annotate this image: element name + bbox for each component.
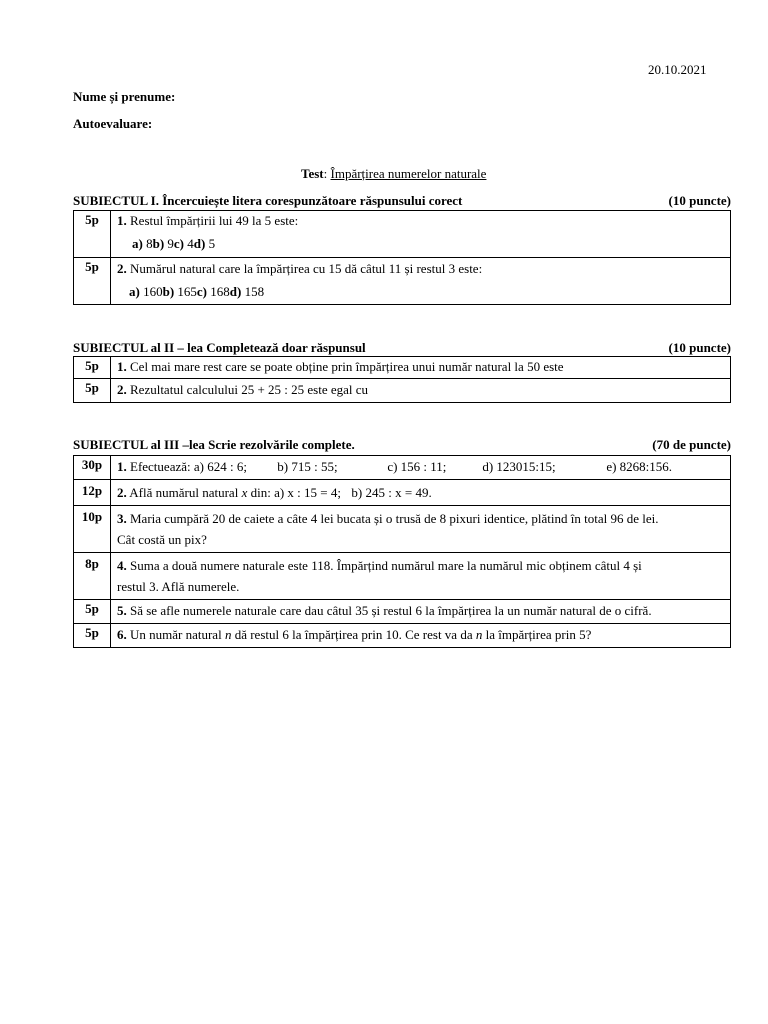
part-e-expression: e) 8268:156. bbox=[606, 459, 673, 474]
answer-options bbox=[117, 282, 724, 302]
test-subject: Împărțirea numerelor naturale bbox=[330, 166, 487, 181]
question-text-end: la împărțirea prin 5? bbox=[482, 627, 592, 642]
question-text-mid: dă restul 6 la împărțirea prin 10. Ce rest va da bbox=[231, 627, 476, 642]
table-row bbox=[74, 258, 731, 305]
answer-options bbox=[117, 234, 724, 254]
table-row bbox=[74, 506, 731, 553]
section-3-table bbox=[73, 455, 731, 648]
question-cell bbox=[111, 211, 731, 258]
section-2-table bbox=[73, 356, 731, 403]
self-eval-label: Autoevaluare: bbox=[73, 116, 153, 131]
section-1-header bbox=[73, 193, 731, 209]
part-d-expression: d) 123015:15; bbox=[482, 459, 556, 474]
item-points: 5p bbox=[74, 379, 111, 403]
question-cell bbox=[111, 600, 731, 624]
option-a[interactable]: a) 8 bbox=[132, 236, 153, 251]
part-a-label: a) bbox=[193, 459, 204, 474]
question-text: Un număr natural bbox=[130, 627, 225, 642]
question-number: 2. bbox=[117, 485, 127, 500]
question-text-end: este egal cu bbox=[304, 382, 369, 397]
part-c-expression: c) 156 : 11; bbox=[387, 459, 447, 474]
question-number: 6. bbox=[117, 627, 127, 642]
question-text: Numărul natural care la împărțirea cu 15 dă câtul 11 și restul 3 este: bbox=[130, 261, 483, 276]
option-a[interactable]: a) 160 bbox=[129, 284, 163, 299]
section-2-points: (10 puncte) bbox=[668, 340, 731, 355]
question-text: Să se afle numerele naturale care dau câtul 35 și restul 6 la împărțirea la un număr natural de o cifră. bbox=[130, 603, 652, 618]
part-b-expression: 245 : x = 49. bbox=[365, 485, 432, 500]
question-cell bbox=[111, 379, 731, 403]
section-1-points: (10 puncte) bbox=[668, 193, 731, 208]
name-label: Nume și prenume: bbox=[73, 89, 176, 104]
option-d[interactable]: d) 5 bbox=[193, 236, 216, 251]
section-1-title: SUBIECTUL I. Încercuiește litera corespunzătoare răspunsului corect bbox=[73, 193, 463, 208]
part-a-expression: x : 15 = 4; bbox=[287, 485, 341, 500]
option-c[interactable]: c) 168 bbox=[196, 284, 230, 299]
option-b[interactable]: b) 165 bbox=[162, 284, 197, 299]
question-text-line2: Cât costă un pix? bbox=[117, 532, 207, 547]
question-text: Efectuează: bbox=[130, 459, 191, 474]
question-text: Restul împărțirii lui 49 la 5 este: bbox=[130, 213, 299, 228]
question-cell bbox=[111, 506, 731, 553]
question-number: 1. bbox=[117, 359, 127, 374]
table-row bbox=[74, 357, 731, 379]
option-d[interactable]: d) 158 bbox=[229, 284, 265, 299]
date: 20.10.2021 bbox=[648, 62, 707, 77]
question-text: Cel mai mare rest care se poate obține prin împărțirea unui număr natural la 50 este bbox=[130, 359, 564, 374]
question-number: 4. bbox=[117, 558, 127, 573]
table-row bbox=[74, 379, 731, 403]
question-cell bbox=[111, 456, 731, 480]
section-3-points: (70 de puncte) bbox=[652, 437, 731, 452]
table-row bbox=[74, 480, 731, 506]
question-text-end: din: a) bbox=[247, 485, 285, 500]
part-b-expression: 715 : 55; bbox=[291, 459, 338, 474]
part-a-expression: 624 : 6; bbox=[207, 459, 247, 474]
section-3-header bbox=[73, 437, 731, 453]
math-expression: 25 + 25 : 25 bbox=[241, 382, 305, 397]
question-number: 1. bbox=[117, 459, 127, 474]
option-c[interactable]: c) 4 bbox=[173, 236, 194, 251]
item-points: 5p bbox=[74, 258, 111, 305]
part-b-label: b) bbox=[351, 485, 363, 500]
table-row bbox=[74, 624, 731, 648]
question-cell bbox=[111, 258, 731, 305]
variable-x: x bbox=[241, 485, 248, 500]
question-number: 2. bbox=[117, 261, 127, 276]
question-text-line2: restul 3. Află numerele. bbox=[117, 579, 240, 594]
item-points: 5p bbox=[74, 357, 111, 379]
option-b[interactable]: b) 9 bbox=[152, 236, 174, 251]
question-number: 3. bbox=[117, 511, 127, 526]
variable-n: n bbox=[475, 627, 483, 642]
question-cell bbox=[111, 624, 731, 648]
part-b-label: b) bbox=[277, 459, 289, 474]
section-1-table bbox=[73, 210, 731, 305]
section-3-title: SUBIECTUL al III –lea Scrie rezolvările complete. bbox=[73, 437, 355, 452]
table-row bbox=[74, 456, 731, 480]
question-text: Află numărul natural bbox=[129, 485, 242, 500]
question-number: 2. bbox=[117, 382, 127, 397]
item-points: 10p bbox=[74, 506, 111, 553]
question-text: Maria cumpără 20 de caiete a câte 4 lei bucata și o trusă de 8 pixuri identice, plătind în total 96 de lei. bbox=[130, 511, 659, 526]
question-text: Suma a două numere naturale este 118. Împărțind numărul mare la numărul mic obținem câtul 4 și bbox=[130, 558, 642, 573]
section-2-title: SUBIECTUL al II – lea Completează doar răspunsul bbox=[73, 340, 366, 355]
test-sep: : bbox=[323, 166, 328, 181]
table-row bbox=[74, 211, 731, 258]
item-points: 8p bbox=[74, 553, 111, 600]
section-2-header bbox=[73, 340, 731, 356]
item-points: 12p bbox=[74, 480, 111, 506]
table-row bbox=[74, 600, 731, 624]
item-points: 5p bbox=[74, 624, 111, 648]
variable-n: n bbox=[224, 627, 232, 642]
test-title bbox=[301, 166, 486, 182]
question-number: 5. bbox=[117, 603, 127, 618]
test-label: Test bbox=[301, 166, 324, 181]
question-text: Rezultatul calculului bbox=[130, 382, 242, 397]
item-points: 30p bbox=[74, 456, 111, 480]
question-cell bbox=[111, 357, 731, 379]
question-number: 1. bbox=[117, 213, 127, 228]
item-points: 5p bbox=[74, 211, 111, 258]
table-row bbox=[74, 553, 731, 600]
question-cell bbox=[111, 553, 731, 600]
item-points: 5p bbox=[74, 600, 111, 624]
question-cell bbox=[111, 480, 731, 506]
